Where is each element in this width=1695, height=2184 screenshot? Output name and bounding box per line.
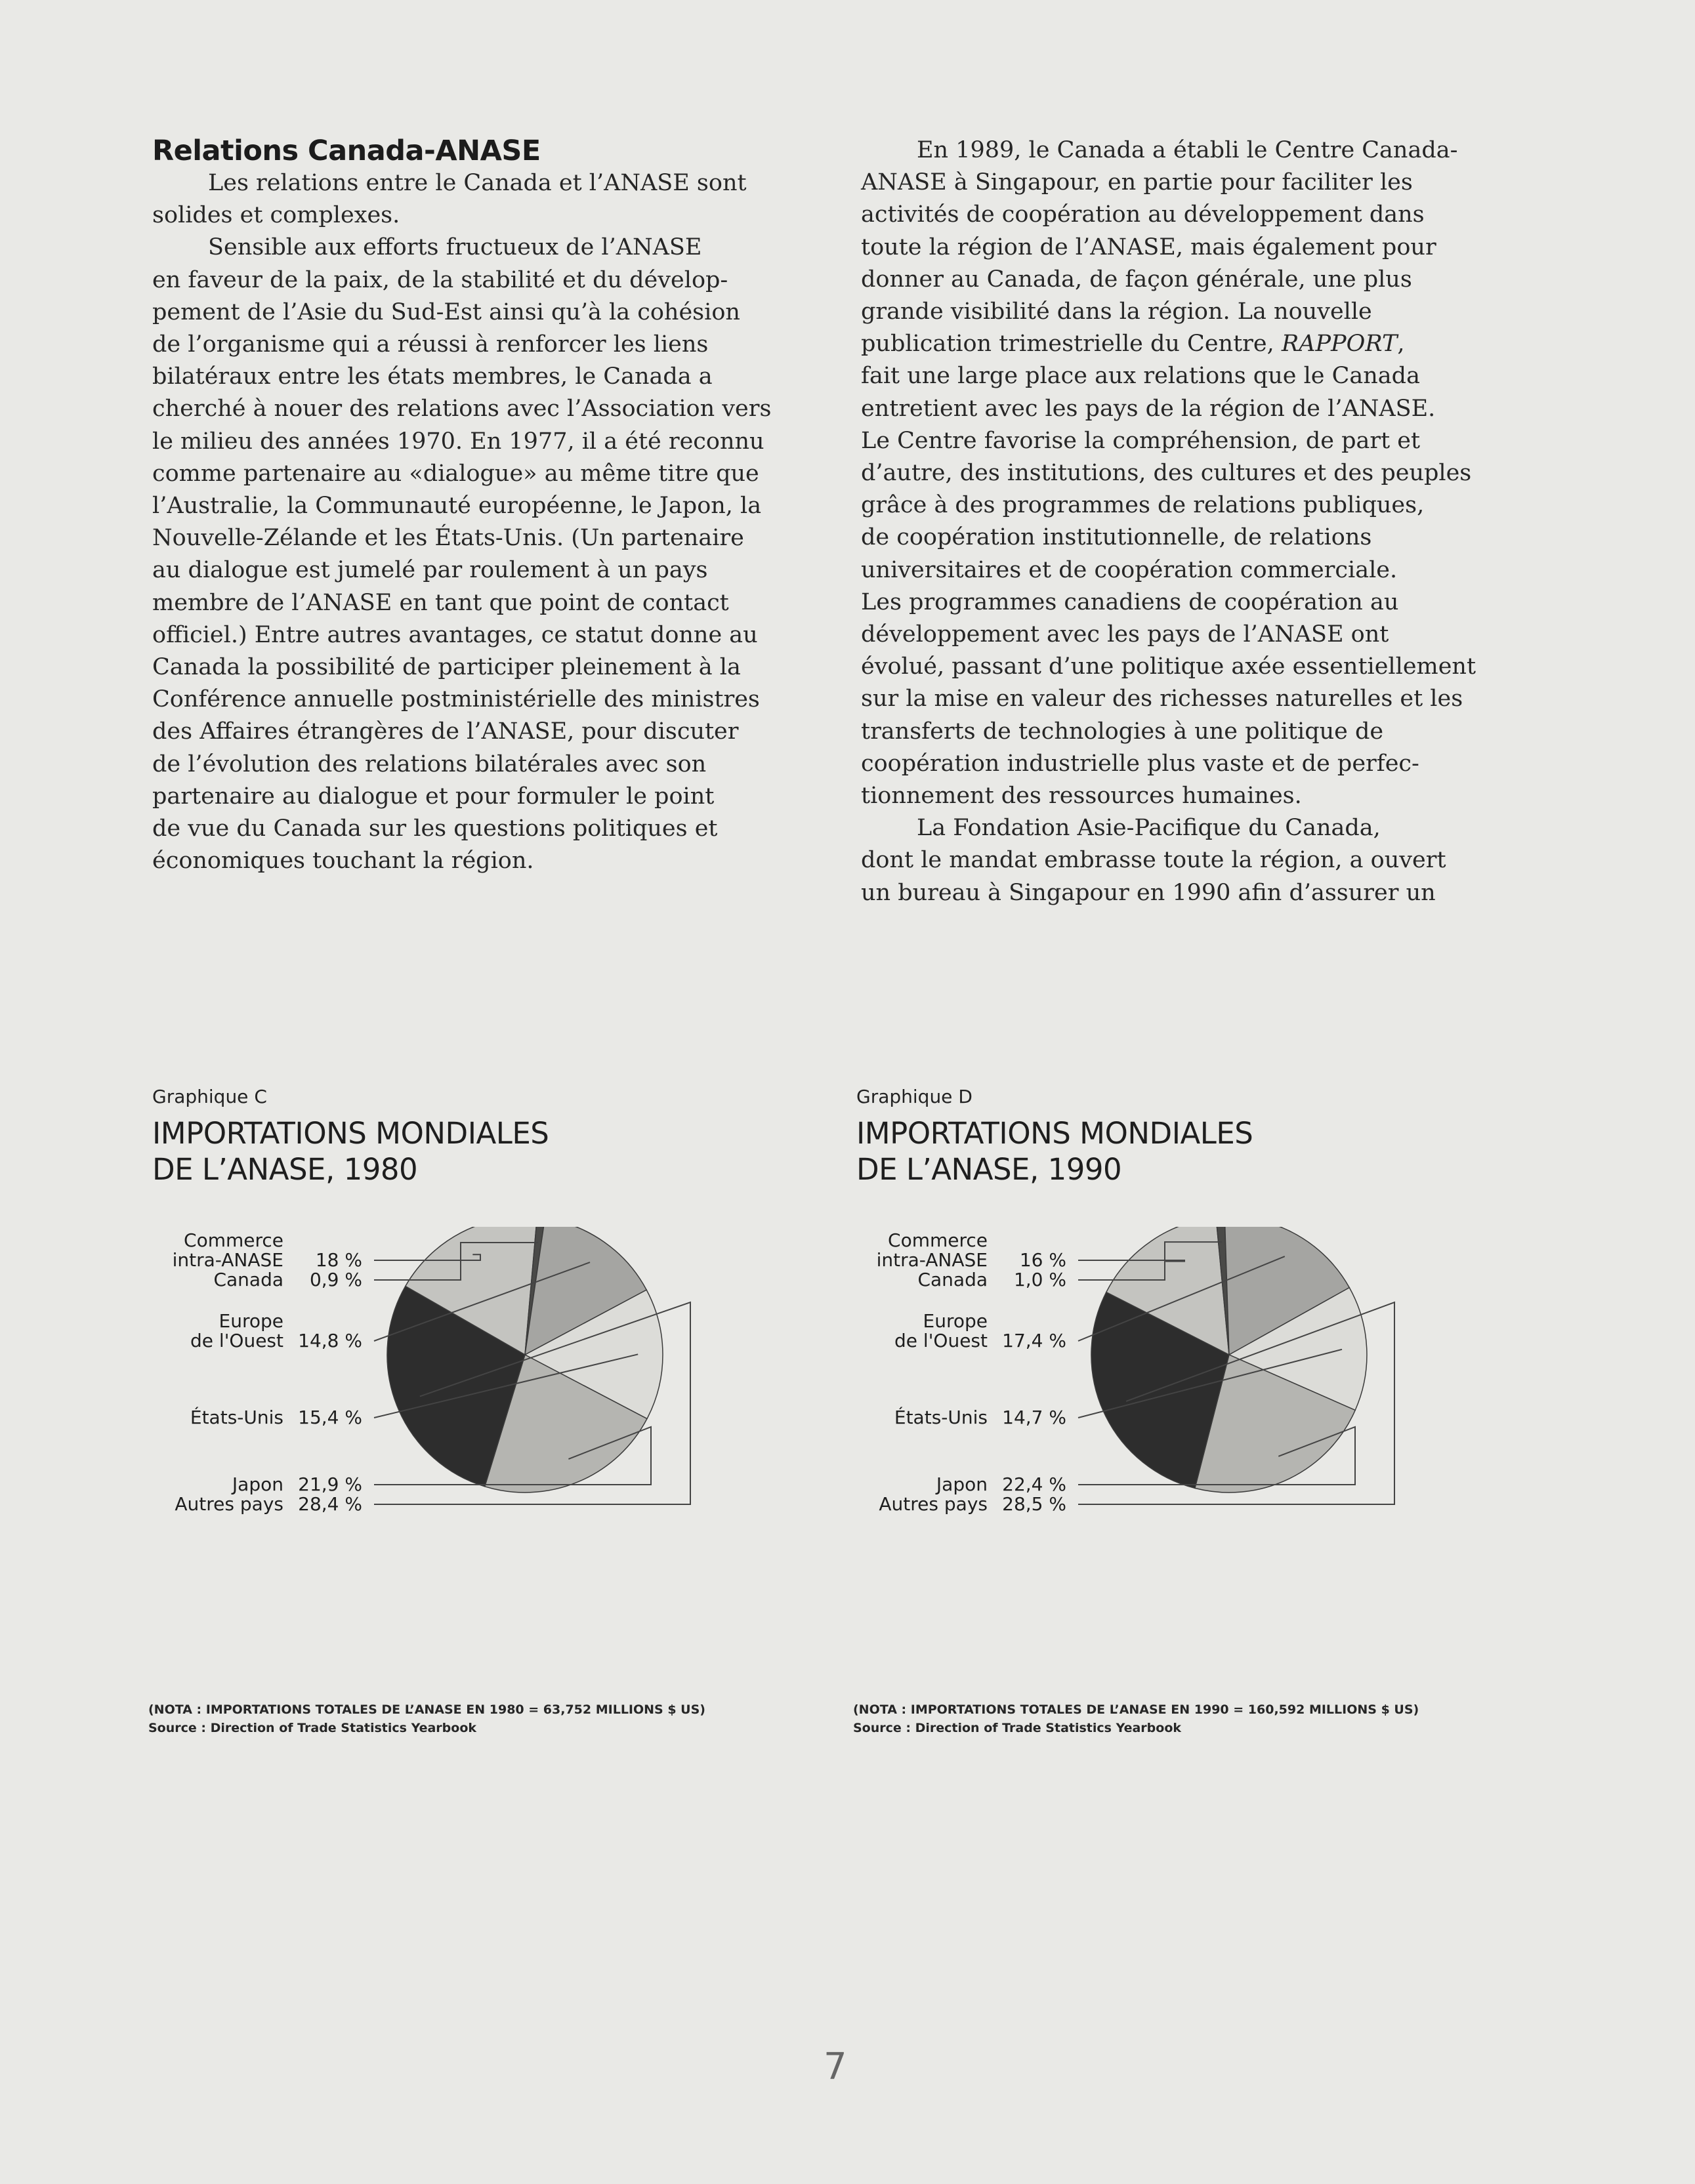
slice-category-label: Canada (213, 1269, 283, 1290)
text-line: membre de l’ANASE en tant que point de contact (152, 589, 729, 616)
slice-category-label: Europe (219, 1310, 283, 1332)
text-line: économiques touchant la région. (152, 848, 534, 875)
chart-tag: Graphique D (856, 1086, 973, 1107)
text-segment: publication trimestrielle du Centre, (861, 331, 1282, 358)
graphique-c (152, 1086, 874, 1545)
chart-title-line: IMPORTATIONS MONDIALES (856, 1116, 1253, 1151)
text-line: de l’évolution des relations bilatérales avec son (152, 751, 707, 777)
text-line: coopération industrielle plus vaste et de perfec- (861, 750, 1419, 777)
slice-category-label: intra-ANASE (876, 1249, 988, 1271)
text-line: dont le mandat embrasse toute la région, a ouvert (861, 847, 1446, 874)
text-line: tionnement des ressources humaines. (861, 783, 1302, 810)
text-line: grâce à des programmes de relations publiques, (861, 492, 1425, 519)
slice-category-label: de l'Ouest (894, 1330, 988, 1351)
text-line: sur la mise en valeur des richesses naturelles et les (861, 686, 1463, 712)
slice-category-label: Canada (917, 1269, 988, 1290)
text-line: Nouvelle-Zélande et les États-Unis. (Un partenaire (152, 525, 744, 552)
slice-category-label: de l'Ouest (190, 1330, 283, 1351)
slice-category-label: Japon (936, 1473, 988, 1495)
text-line: ANASE à Singapour, en partie pour faciliter les (861, 169, 1413, 196)
slice-category-label: États-Unis (190, 1407, 283, 1428)
text-line: développement avec les pays de l’ANASE ont (861, 621, 1389, 648)
text-line: partenaire au dialogue et pour formuler le point (152, 783, 715, 810)
text-line: pement de l’Asie du Sud-Est ainsi qu’à la cohésion (152, 299, 740, 325)
chart-title (856, 1115, 1253, 1187)
chart-title-line: DE L’ANASE, 1990 (856, 1152, 1122, 1187)
slice-category-label: Japon (232, 1473, 283, 1495)
right-column (861, 134, 1525, 909)
section-heading: Relations Canada-ANASE (152, 134, 541, 167)
graphique-d (856, 1086, 1578, 1545)
text-line: Sensible aux efforts fructueux de l’ANASE (208, 234, 702, 261)
pie-chart-1990 (856, 1227, 1578, 1529)
slice-category-label: Europe (923, 1310, 988, 1332)
note-text: (NOTA : IMPORTATIONS TOTALES DE L’ANASE EN 1990 = 160,592 MILLIONS $ US) (853, 1702, 1419, 1717)
text-line: comme partenaire au «dialogue» au même titre que (152, 460, 759, 487)
text-line: En 1989, le Canada a établi le Centre Canada- (917, 137, 1458, 163)
text-line: bilatéraux entre les états membres, le Canada a (152, 363, 713, 390)
slice-value-label: 16 % (1019, 1249, 1066, 1271)
text-line: universitaires et de coopération commerciale. (861, 556, 1398, 583)
right-paragraph-1 (861, 134, 1525, 812)
text-line: de l’organisme qui a réussi à renforcer les liens (152, 331, 709, 358)
chart-tag: Graphique C (152, 1086, 267, 1107)
chart-note-c (148, 1700, 705, 1737)
slice-category-label: Commerce (184, 1229, 283, 1251)
page-number: 7 (824, 2046, 847, 2088)
right-paragraph-2 (861, 812, 1525, 909)
text-line: fait une large place aux relations que le Canada (861, 363, 1420, 390)
slice-category-label: États-Unis (894, 1407, 988, 1428)
text-line: Le Centre favorise la compréhension, de part et (861, 427, 1421, 454)
slice-value-label: 22,4 % (1002, 1473, 1066, 1495)
slice-category-label: Autres pays (175, 1493, 283, 1515)
slice-value-label: 17,4 % (1002, 1330, 1066, 1351)
slice-category-label: intra-ANASE (172, 1249, 283, 1271)
text-line: de coopération institutionnelle, de relations (861, 524, 1372, 551)
text-line: officiel.) Entre autres avantages, ce statut donne au (152, 621, 758, 648)
source-text: Source : Direction of Trade Statistics Yearbook (148, 1721, 477, 1735)
slice-value-label: 14,7 % (1002, 1407, 1066, 1428)
text-line: transferts de technologies à une politique de (861, 718, 1384, 745)
pie-chart-1980 (152, 1227, 874, 1529)
slice-value-label: 21,9 % (298, 1473, 362, 1495)
text-line: toute la région de l’ANASE, mais également pour (861, 234, 1436, 260)
text-segment: , (1397, 331, 1405, 358)
text-line: de vue du Canada sur les questions politiques et (152, 815, 718, 842)
text-line: solides et complexes. (152, 202, 400, 229)
note-text: (NOTA : IMPORTATIONS TOTALES DE L’ANASE EN 1980 = 63,752 MILLIONS $ US) (148, 1702, 705, 1717)
text-line: cherché à nouer des relations avec l’Association vers (152, 396, 772, 422)
text-line: La Fondation Asie-Pacifique du Canada, (917, 815, 1381, 842)
left-column (152, 134, 802, 877)
text-line: le milieu des années 1970. En 1977, il a été reconnu (152, 428, 764, 455)
text-line: des Affaires étrangères de l’ANASE, pour discuter (152, 718, 739, 745)
slice-value-label: 1,0 % (1013, 1269, 1066, 1290)
slice-value-label: 0,9 % (309, 1269, 362, 1290)
text-line: grande visibilité dans la région. La nouvelle (861, 299, 1372, 325)
text-line: évolué, passant d’une politique axée essentiellement (861, 653, 1476, 680)
slice-value-label: 18 % (315, 1249, 362, 1271)
text-line: un bureau à Singapour en 1990 afin d’assurer un (861, 879, 1436, 906)
text-line: donner au Canada, de façon générale, une plus (861, 266, 1412, 293)
text-line: Les programmes canadiens de coopération au (861, 588, 1399, 615)
text-line: Les relations entre le Canada et l’ANASE sont (208, 170, 747, 196)
text-line (861, 328, 1525, 360)
chart-title-line: IMPORTATIONS MONDIALES (152, 1116, 549, 1151)
text-line: Canada la possibilité de participer pleinement à la (152, 654, 741, 681)
slice-category-label: Autres pays (879, 1493, 988, 1515)
text-line: au dialogue est jumelé par roulement à un pays (152, 557, 708, 584)
left-paragraph-2 (152, 232, 802, 877)
slice-value-label: 28,5 % (1002, 1493, 1066, 1515)
slice-value-label: 14,8 % (298, 1330, 362, 1351)
left-paragraph-1 (152, 167, 802, 232)
text-line: d’autre, des institutions, des cultures et des peuples (861, 460, 1472, 487)
text-line: en faveur de la paix, de la stabilité et du dévelop- (152, 266, 728, 293)
slice-value-label: 15,4 % (298, 1407, 362, 1428)
text-line: entretient avec les pays de la région de l’ANASE. (861, 395, 1436, 422)
chart-note-d (853, 1700, 1419, 1737)
text-line: l’Australie, la Communauté européenne, le Japon, la (152, 493, 762, 520)
text-line: Conférence annuelle postministérielle des ministres (152, 686, 760, 713)
source-text: Source : Direction of Trade Statistics Yearbook (853, 1721, 1182, 1735)
slice-value-label: 28,4 % (298, 1493, 362, 1515)
chart-title-line: DE L’ANASE, 1980 (152, 1152, 418, 1187)
publication-title: RAPPORT (1281, 331, 1398, 358)
chart-title (152, 1115, 549, 1187)
text-line: activités de coopération au développement dans (861, 201, 1425, 228)
slice-category-label: Commerce (888, 1229, 988, 1251)
